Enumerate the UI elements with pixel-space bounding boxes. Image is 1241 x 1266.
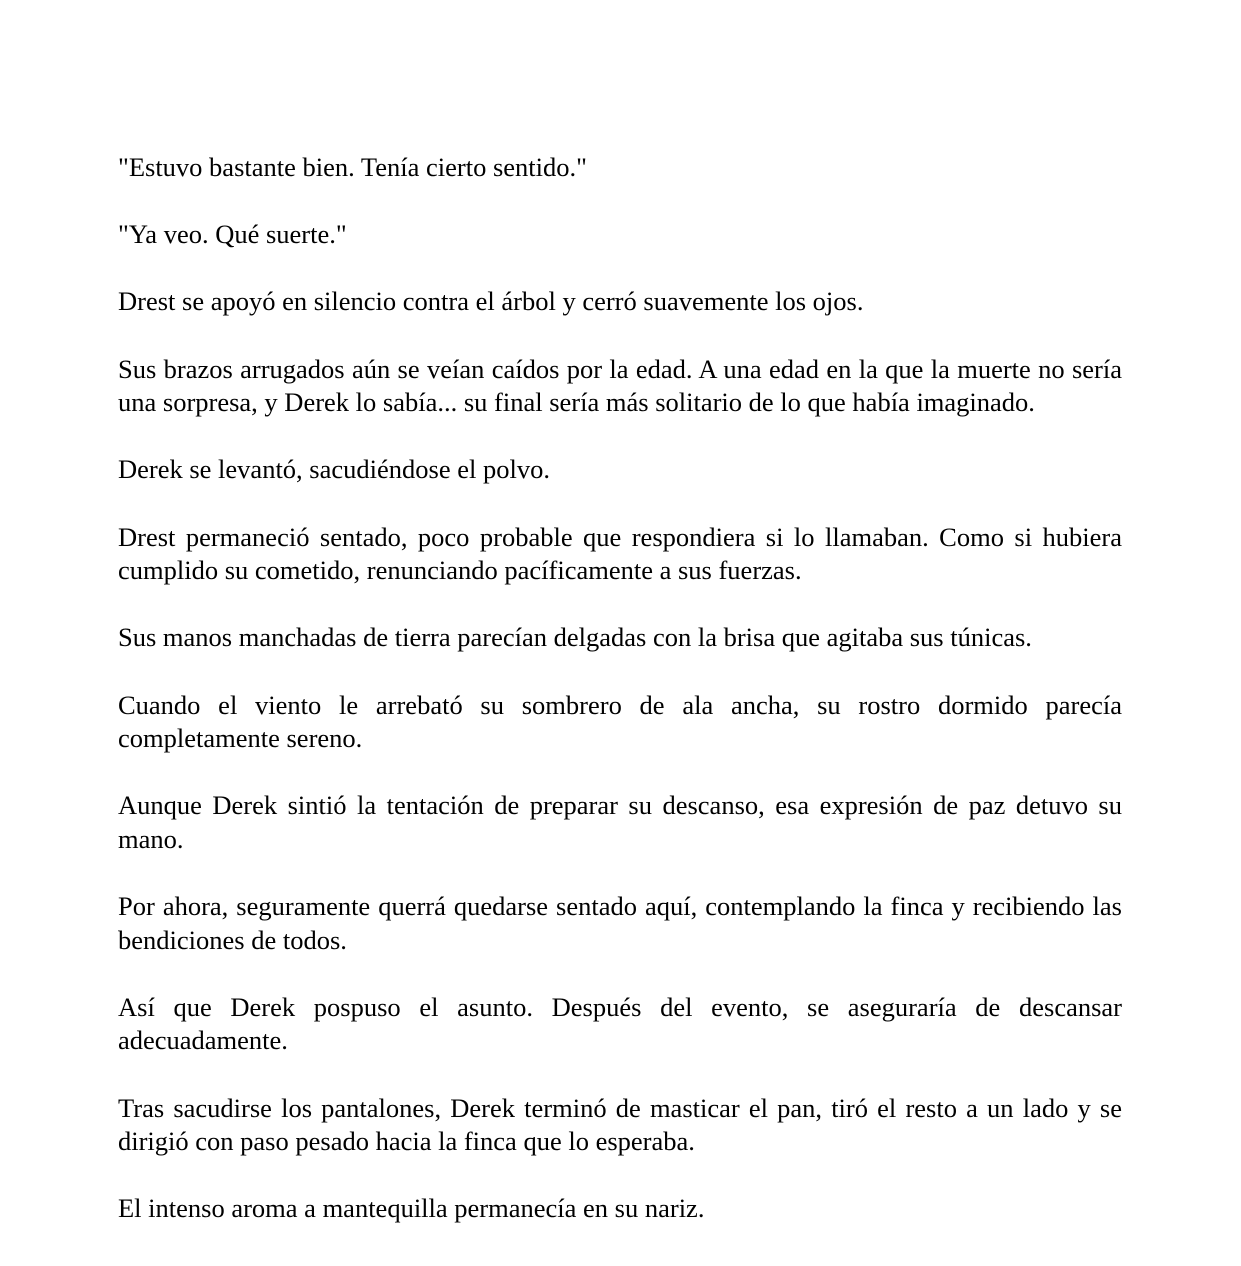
paragraph: Sus manos manchadas de tierra parecían delgadas con la brisa que agitaba sus túnicas.: [118, 622, 1032, 653]
paragraph: El intenso aroma a mantequilla permanecía en su nariz.: [118, 1193, 705, 1224]
paragraph: Drest se apoyó en silencio contra el árbol y cerró suavemente los ojos.: [118, 286, 864, 317]
paragraph: Así que Derek pospuso el asunto. Después del evento, se aseguraría de descansar adecuadamente.: [118, 991, 1122, 1056]
document-page: [118, 151, 1122, 1260]
paragraph: Drest permaneció sentado, poco probable que respondiera si lo llamaban. Como si hubiera cumplido su cometido, renunciando pacíficamente a sus fuerzas.: [118, 521, 1122, 586]
paragraph: Cuando el viento le arrebató su sombrero de ala ancha, su rostro dormido parecía completamente sereno.: [118, 689, 1122, 754]
paragraph: Por ahora, seguramente querrá quedarse sentado aquí, contemplando la finca y recibiendo las bendiciones de todos.: [118, 891, 1122, 955]
paragraph: Sus brazos arrugados aún se veían caídos por la edad. A una edad en la que la muerte no sería una sorpresa, y Derek lo sabía... su final sería más solitario de lo que había imaginado.: [118, 353, 1122, 418]
paragraph: "Ya veo. Qué suerte.": [118, 219, 347, 250]
paragraph: Aunque Derek sintió la tentación de preparar su descanso, esa expresión de paz detuvo su mano.: [118, 790, 1122, 854]
paragraph: Derek se levantó, sacudiéndose el polvo.: [118, 454, 550, 485]
paragraph: "Estuvo bastante bien. Tenía cierto sentido.": [118, 152, 587, 182]
paragraph: Tras sacudirse los pantalones, Derek terminó de masticar el pan, tiró el resto a un lado y se dirigió con paso pesado hacia la finca que lo esperaba.: [118, 1092, 1122, 1157]
